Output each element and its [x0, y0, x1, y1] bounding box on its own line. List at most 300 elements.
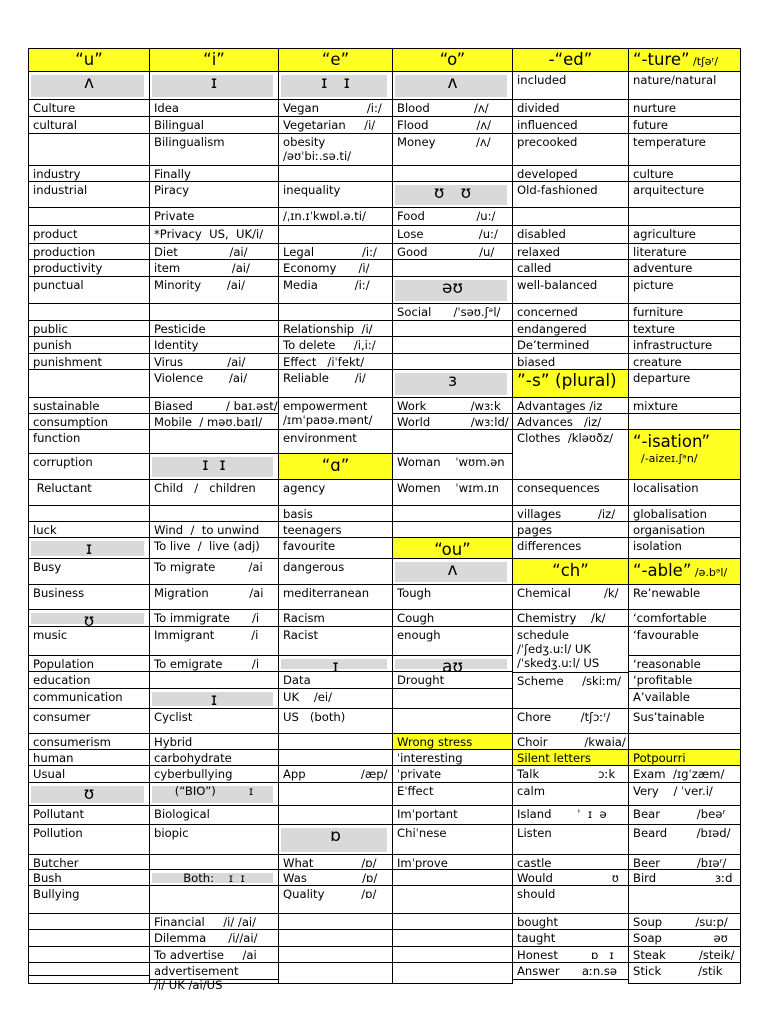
- cell-text: concerned: [517, 305, 578, 319]
- cell-text: mixture: [633, 399, 678, 413]
- cell-text: organisation: [633, 523, 706, 537]
- table-cell: [28, 480, 149, 506]
- cell-text: inequality: [283, 183, 341, 197]
- cell-text: arquitecture: [633, 183, 705, 197]
- cell-text: biopic: [154, 826, 189, 840]
- table-cell: [392, 430, 512, 454]
- table-cell: [149, 766, 278, 783]
- table-cell: [628, 870, 741, 886]
- cell-text: ɪ: [210, 690, 218, 710]
- cell-text: UK /ei/: [283, 690, 332, 704]
- table-cell: [149, 398, 278, 414]
- cell-text: “o”: [439, 50, 466, 69]
- cell-text: consumerism: [33, 735, 111, 749]
- cell-text: future: [633, 118, 668, 132]
- cell-text: localisation: [633, 481, 699, 495]
- table-cell: [392, 783, 512, 806]
- cell-text: Relationship /i/: [283, 322, 373, 336]
- table-cell: [149, 559, 278, 585]
- table-cell: [628, 321, 741, 337]
- cell-text: sustainable: [33, 399, 100, 413]
- table-cell: [392, 117, 512, 134]
- table-cell: [278, 963, 392, 984]
- table-cell: [512, 559, 628, 585]
- cell-text: Virus /ai/: [154, 355, 246, 369]
- table-cell: [149, 321, 278, 337]
- table-cell: [149, 689, 278, 709]
- table-cell: [628, 806, 741, 825]
- cell-text: “e”: [321, 50, 350, 69]
- table-cell: [149, 750, 278, 766]
- cell-text: ʊ: [83, 784, 95, 804]
- table-cell: [28, 672, 149, 689]
- cell-text: Chiˈnese: [397, 826, 447, 840]
- table-cell: [278, 321, 392, 337]
- cell-text: Women ˈwɪm.ɪn: [397, 481, 500, 495]
- cell-text: Chore /tʃɔːʳ/: [517, 710, 611, 724]
- cell-text: Woman ˈwʊm.ən: [397, 455, 505, 469]
- cell-text: Steak /steik/: [633, 948, 735, 962]
- table-cell: [278, 454, 392, 480]
- table-cell: [278, 689, 392, 709]
- cell-text: Beer /bɪəʳ/: [633, 856, 727, 870]
- cell-text: Honest ɒ ɪ: [517, 948, 614, 962]
- cell-text: Pollutant: [33, 807, 85, 821]
- cell-text: Money /ʌ/: [397, 135, 491, 149]
- table-cell: [512, 182, 628, 208]
- table-cell: [628, 585, 741, 610]
- table-cell: [278, 783, 392, 806]
- table-cell: [628, 506, 741, 522]
- cell-text: Clothes /kləʊðz/: [517, 431, 614, 445]
- cell-text: bought: [517, 915, 559, 929]
- table-cell: [628, 414, 741, 430]
- cell-text: Was /ɒ/: [283, 871, 378, 885]
- table-cell: [149, 72, 278, 100]
- cell-text: castle: [517, 856, 552, 870]
- cell-text: Data: [283, 673, 311, 687]
- table-cell: [392, 506, 512, 522]
- table-cell: [278, 48, 392, 72]
- cell-text: Soap əʊ: [633, 931, 728, 945]
- table-cell: [628, 914, 741, 930]
- cell-text: punctual: [33, 278, 84, 292]
- table-cell: [512, 414, 628, 430]
- table-cell: [392, 870, 512, 886]
- cell-text: communication: [33, 690, 123, 704]
- table-cell: [149, 656, 278, 672]
- cell-text: Vegan /i:/: [283, 101, 382, 115]
- table-cell: [28, 72, 149, 100]
- cell-text: (“BIO”) ɪ: [174, 784, 254, 798]
- cell-text: Dilemma /i//ai/: [154, 931, 258, 945]
- cell-text: Tough: [397, 586, 432, 600]
- cell-text: Imˈportant: [397, 807, 458, 821]
- cell-text: Hybrid: [154, 735, 193, 749]
- cell-text: Chemistry /k/: [517, 611, 606, 625]
- cell-text: cyberbullying: [154, 767, 233, 781]
- cell-text: included: [517, 73, 567, 87]
- table-cell: [28, 886, 149, 914]
- table-cell: [512, 709, 628, 734]
- table-cell: [512, 398, 628, 414]
- table-cell: [512, 208, 628, 226]
- cell-text: agency: [283, 481, 326, 495]
- table-cell: [149, 480, 278, 506]
- cell-text: Stick /stik: [633, 964, 723, 978]
- table-cell: [278, 585, 392, 610]
- cell-text: Diet /ai/: [154, 245, 248, 259]
- cell-text: schedule /ˈʃedʒ.uːl/ UK /ˈskedʒ.uːl/ US: [517, 628, 600, 671]
- table-cell: [28, 914, 149, 930]
- cell-text: Minority /ai/: [154, 278, 245, 292]
- cell-text: Potpourri: [633, 751, 686, 765]
- table-cell: [149, 963, 278, 993]
- table-cell: [628, 734, 741, 750]
- table-cell: [149, 980, 278, 984]
- cell-text: Food /u:/: [397, 209, 496, 223]
- cell-text: ‘reasonable: [633, 657, 701, 671]
- cell-text: obesity /əʊˈbiː.sə.ti/: [283, 135, 352, 164]
- table-cell: [149, 337, 278, 354]
- cell-text: ʊ ʊ: [433, 183, 472, 203]
- table-cell: [149, 855, 278, 870]
- table-cell: [149, 585, 278, 610]
- table-cell: [392, 806, 512, 825]
- table-cell: [28, 855, 149, 870]
- table-cell: [28, 226, 149, 244]
- cell-text: function: [33, 431, 81, 445]
- cell-text: To delete /i,i:/: [283, 338, 376, 352]
- cell-text: Listen: [517, 826, 552, 840]
- cell-text: advertisement /i/ UK /ai/US: [154, 964, 239, 993]
- cell-text: Very / ˈver.i/: [633, 784, 713, 798]
- table-cell: [512, 855, 628, 870]
- table-cell: [149, 783, 278, 806]
- table-cell: [628, 522, 741, 538]
- cell-text: Population: [33, 657, 94, 671]
- cell-text: ɪ: [85, 539, 93, 559]
- cell-text: Private: [154, 209, 195, 223]
- table-cell: [392, 750, 512, 766]
- table-top-border: [28, 48, 741, 49]
- table-cell: [392, 930, 512, 947]
- cell-text: corruption: [33, 455, 93, 469]
- table-cell: [628, 689, 741, 709]
- cell-text: Finally: [154, 167, 191, 181]
- table-cell: [512, 134, 628, 166]
- table-cell: [628, 244, 741, 260]
- cell-text: influenced: [517, 118, 578, 132]
- cell-text: ˈprivate: [397, 767, 442, 781]
- cell-text: relaxed: [517, 245, 560, 259]
- table-cell: [149, 277, 278, 304]
- table-cell: [28, 414, 149, 430]
- table-cell: [512, 627, 628, 673]
- cell-text: consequences: [517, 481, 600, 495]
- cell-text: picture: [633, 278, 674, 292]
- table-cell: [628, 260, 741, 277]
- table-cell: [28, 538, 149, 559]
- table-cell: [628, 166, 741, 182]
- cell-text: ɜ: [447, 371, 458, 391]
- cell-text: productivity: [33, 261, 103, 275]
- cell-text: Violence /ai/: [154, 371, 248, 385]
- cell-text: carbohydrate: [154, 751, 232, 765]
- table-cell: [278, 750, 392, 766]
- table-cell: [149, 709, 278, 734]
- cell-text: calm: [517, 784, 545, 798]
- table-cell: [512, 48, 628, 72]
- table-cell: [512, 522, 628, 538]
- cell-text: empowerment /ɪmˈpaʊə.mənt/: [283, 399, 373, 428]
- table-cell: [512, 585, 628, 610]
- cell-text: Lose /u:/: [397, 227, 498, 241]
- table-cell: [392, 914, 512, 930]
- cell-text: furniture: [633, 305, 684, 319]
- table-cell: [278, 72, 392, 100]
- table-cell: [149, 506, 278, 522]
- table-cell: [392, 947, 512, 963]
- table-cell: [278, 304, 392, 321]
- table-cell: [149, 260, 278, 277]
- cell-text: Soup /suːp/: [633, 915, 728, 929]
- cell-text: Scheme /skiːm/: [517, 674, 622, 688]
- table-cell: [278, 522, 392, 538]
- cell-text: /ˌɪn.ɪˈkwɒl.ə.ti/: [283, 209, 366, 223]
- cell-text: Bilingual: [154, 118, 204, 132]
- table-cell: [28, 750, 149, 766]
- cell-text: ˈinteresting: [397, 751, 463, 765]
- table-cell: [278, 117, 392, 134]
- cell-text: Financial /i/ /ai/: [154, 915, 257, 929]
- cell-text: əʊ: [442, 278, 463, 298]
- table-cell: [28, 244, 149, 260]
- cell-text: Bird ɜːd: [633, 871, 733, 885]
- table-cell: [28, 277, 149, 304]
- cell-text: Identity: [154, 338, 199, 352]
- cell-text: basis: [283, 507, 313, 521]
- table-cell: [392, 559, 512, 585]
- table-cell: [28, 766, 149, 783]
- table-cell: [278, 559, 392, 585]
- table-cell: [149, 610, 278, 627]
- cell-text: Bush: [33, 871, 62, 885]
- cell-text: ɪ: [210, 73, 218, 93]
- cell-text: ɪ: [332, 657, 339, 677]
- table-cell: [392, 48, 512, 72]
- table-cell: [392, 672, 512, 689]
- table-cell: [392, 260, 512, 277]
- table-cell: [512, 506, 628, 522]
- table-cell: [28, 559, 149, 585]
- table-cell: [149, 914, 278, 930]
- table-cell: [278, 656, 392, 677]
- cell-text: Advances /iz/: [517, 415, 602, 429]
- vocabulary-pronunciation-table: [28, 48, 741, 993]
- cell-text: punishment: [33, 355, 102, 369]
- table-cell: [628, 134, 741, 166]
- cell-text: “-ture”: [633, 50, 690, 69]
- cell-text: To migrate /ai: [154, 560, 263, 574]
- table-cell: [628, 930, 741, 947]
- table-cell: [512, 538, 628, 559]
- table-cell: [149, 627, 278, 656]
- cell-text: texture: [633, 322, 675, 336]
- table-cell: [392, 766, 512, 783]
- table-cell: [512, 734, 628, 750]
- cell-text: Beard /bɪəd/: [633, 826, 731, 840]
- cell-text: Cough: [397, 611, 435, 625]
- cell-text: Usual: [33, 767, 66, 781]
- table-cell: [278, 337, 392, 354]
- table-cell: [28, 870, 149, 886]
- cell-text: consumer: [33, 710, 91, 724]
- cell-text: developed: [517, 167, 578, 181]
- table-cell: [392, 585, 512, 610]
- table-cell: [512, 244, 628, 260]
- cell-text: agriculture: [633, 227, 696, 241]
- table-cell: [512, 783, 628, 806]
- table-cell: [149, 100, 278, 117]
- table-cell: [278, 627, 392, 656]
- cell-text: adventure: [633, 261, 693, 275]
- cell-text: ʌ: [447, 73, 458, 93]
- cell-text: Re’newable: [633, 586, 701, 600]
- cell-text: Exam /ɪgˈzæm/: [633, 767, 725, 781]
- table-cell: [278, 430, 392, 454]
- table-cell: [28, 806, 149, 825]
- table-cell: [28, 709, 149, 734]
- table-cell: [278, 930, 392, 947]
- table-cell: [278, 709, 392, 734]
- table-cell: [149, 354, 278, 370]
- table-cell: [278, 947, 392, 963]
- cell-text: endangered: [517, 322, 587, 336]
- table-cell: [149, 870, 278, 886]
- cell-text: ɒ: [330, 826, 341, 846]
- cell-text: To immigrate /i: [154, 611, 260, 625]
- table-cell: [149, 370, 278, 398]
- column-divider: [740, 48, 741, 984]
- table-cell: [628, 226, 741, 244]
- cell-text: pages: [517, 523, 552, 537]
- table-cell: [512, 886, 628, 914]
- cell-text: A’vailable: [633, 690, 690, 704]
- table-cell: [628, 117, 741, 134]
- cell-text: World /wɜːld/: [397, 415, 509, 429]
- table-cell: [28, 963, 149, 976]
- table-cell: [628, 304, 741, 321]
- cell-text: Choir /kwaia/: [517, 735, 626, 749]
- table-cell: [512, 673, 628, 709]
- cell-text: Quality /ɒ/: [283, 887, 377, 901]
- table-cell: [278, 870, 392, 886]
- cell-text: Immigrant /i: [154, 628, 259, 642]
- cell-text: Blood /ʌ/: [397, 101, 489, 115]
- table-cell: [628, 182, 741, 208]
- table-cell: [628, 672, 741, 689]
- table-cell: [28, 260, 149, 277]
- table-cell: [28, 304, 149, 321]
- table-cell: [512, 930, 628, 947]
- table-cell: [28, 522, 149, 538]
- table-cell: [28, 321, 149, 337]
- cell-text: temperature: [633, 135, 706, 149]
- table-cell: [628, 963, 741, 984]
- cell-text: differences: [517, 539, 582, 553]
- cell-text: Culture: [33, 101, 76, 115]
- cell-text: Child / children: [154, 481, 256, 495]
- table-cell: [392, 656, 512, 677]
- cell-text: Talk ɔːk: [517, 767, 616, 781]
- table-cell: [28, 370, 149, 398]
- table-cell: [392, 480, 512, 506]
- cell-text: culture: [633, 167, 674, 181]
- table-cell: [149, 947, 278, 963]
- cell-text: Work /wɜːk: [397, 399, 501, 413]
- table-cell: [392, 72, 512, 100]
- table-cell: [278, 538, 392, 559]
- cell-text: Legal /i:/: [283, 245, 377, 259]
- column-divider: [512, 48, 513, 984]
- table-cell: [149, 208, 278, 226]
- table-cell: [149, 226, 278, 244]
- cell-text: Flood /ʌ/: [397, 118, 492, 132]
- table-cell: [28, 783, 149, 806]
- table-cell: [512, 321, 628, 337]
- table-cell: [278, 806, 392, 825]
- cell-text: luck: [33, 523, 57, 537]
- table-cell: [149, 134, 278, 166]
- table-cell: [278, 766, 392, 783]
- cell-text: What /ɒ/: [283, 856, 377, 870]
- cell-text: ”-s” (plural): [517, 371, 617, 391]
- table-cell: [278, 506, 392, 522]
- table-cell: [28, 610, 149, 631]
- table-cell: [628, 559, 741, 585]
- cell-text: Biological: [154, 807, 210, 821]
- table-cell: [278, 398, 392, 430]
- table-cell: [512, 825, 628, 855]
- cell-text: environment: [283, 431, 357, 445]
- cell-text: Vegetarian /i/: [283, 118, 376, 132]
- table-cell: [278, 610, 392, 627]
- table-cell: [278, 208, 392, 226]
- cell-text: biased: [517, 355, 556, 369]
- cell-text: well-balanced: [517, 278, 598, 292]
- table-cell: [278, 370, 392, 398]
- table-cell: [628, 709, 741, 734]
- table-cell: [28, 585, 149, 610]
- table-cell: [628, 656, 741, 672]
- cell-text: “ch”: [552, 561, 589, 580]
- cell-text: Busy: [33, 560, 62, 574]
- cell-text: Silent letters: [517, 751, 591, 765]
- cell-text: human: [33, 751, 74, 765]
- cell-text: Racist: [283, 628, 319, 642]
- cell-text: public: [33, 322, 68, 336]
- table-cell: [628, 825, 741, 855]
- cell-text: precooked: [517, 135, 578, 149]
- cell-text: Idea: [154, 101, 180, 115]
- cell-text: -“ed”: [548, 50, 593, 69]
- cell-text: De’termined: [517, 338, 590, 352]
- table-cell: [28, 627, 149, 656]
- table-cell: [628, 208, 741, 226]
- cell-text: Bilingualism: [154, 135, 225, 149]
- table-cell: [628, 947, 741, 963]
